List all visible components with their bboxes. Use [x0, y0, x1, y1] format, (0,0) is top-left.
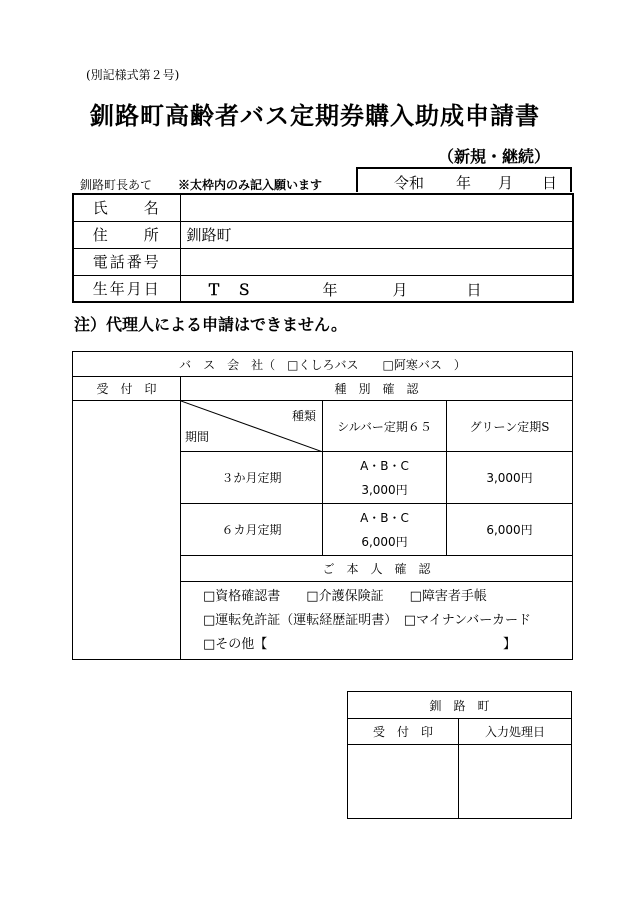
identity-label: ご 本 人 確 認 — [181, 556, 573, 582]
corner-period: 期間 — [185, 430, 210, 444]
col-green: グリーン定期S — [447, 401, 573, 452]
birth-era: Ｔ Ｓ — [206, 280, 252, 299]
date-day: 日 — [542, 174, 558, 192]
address-field[interactable]: 釧路町 — [180, 221, 573, 248]
row-period: ３か月定期 — [181, 452, 323, 504]
birth-month: 月 — [392, 280, 408, 299]
silver-price: 3,000円 — [361, 482, 408, 497]
green-price[interactable]: 3,000円 — [447, 452, 573, 504]
office-table — [347, 691, 572, 819]
birth-field[interactable] — [180, 275, 573, 302]
stamp-label: 受 付 印 — [73, 377, 181, 401]
name-field[interactable] — [180, 194, 573, 221]
type-check-label: 種 別 確 認 — [181, 377, 573, 401]
date-year: 年 — [456, 174, 472, 192]
addressee: 釧路町長あて — [80, 178, 153, 192]
fill-note: ※太枠内のみ記入願います — [178, 178, 323, 192]
silver-zones: A・B・C — [360, 458, 409, 473]
birth-label: 生年月日 — [73, 275, 180, 302]
page-title: 釧路町高齢者バス定期券購入助成申請書 — [90, 101, 540, 130]
phone-label: 電話番号 — [73, 248, 180, 275]
application-type: （新規・継続） — [438, 147, 551, 166]
office-town: 釧 路 町 — [348, 692, 572, 719]
silver-zones: A・B・C — [360, 510, 409, 525]
identity-checklist[interactable] — [181, 582, 573, 660]
birth-day: 日 — [466, 280, 482, 299]
id-line-2[interactable]: □運転免許証（運転経歴証明書） □マイナンバーカード — [203, 612, 531, 628]
silver-cell[interactable] — [323, 452, 447, 504]
date-box[interactable] — [356, 167, 572, 192]
silver-cell[interactable] — [323, 504, 447, 556]
form-number: (別記様式第２号) — [86, 68, 180, 82]
id-line-3[interactable] — [203, 633, 572, 657]
office-stamp-label: 受 付 印 — [348, 719, 459, 745]
office-date-area — [459, 745, 572, 819]
date-era: 令和 — [394, 174, 425, 192]
name-label: 氏 名 — [73, 194, 180, 221]
col-silver: シルバー定期６５ — [323, 401, 447, 452]
other-close: 】 — [503, 636, 517, 652]
stamp-area — [73, 401, 181, 660]
silver-price: 6,000円 — [361, 534, 408, 549]
office-stamp-area — [348, 745, 459, 819]
corner-cell — [181, 401, 323, 452]
applicant-table — [72, 193, 574, 303]
row-period: ６カ月定期 — [181, 504, 323, 556]
other-open: □その他【 — [203, 636, 268, 652]
bus-company-row[interactable]: バ ス 会 社（ □くしろバス □阿寒バス ） — [73, 352, 573, 377]
bus-table — [72, 351, 573, 660]
green-price[interactable]: 6,000円 — [447, 504, 573, 556]
address-label: 住 所 — [73, 221, 180, 248]
corner-type: 種類 — [291, 409, 316, 423]
date-month: 月 — [498, 174, 514, 192]
phone-field[interactable] — [180, 248, 573, 275]
office-input-date-label: 入力処理日 — [459, 719, 572, 745]
warning-note: 注）代理人による申請はできません。 — [74, 315, 347, 334]
birth-year: 年 — [322, 280, 338, 299]
id-line-1[interactable]: □資格確認書 □介護保険証 □障害者手帳 — [203, 588, 487, 604]
